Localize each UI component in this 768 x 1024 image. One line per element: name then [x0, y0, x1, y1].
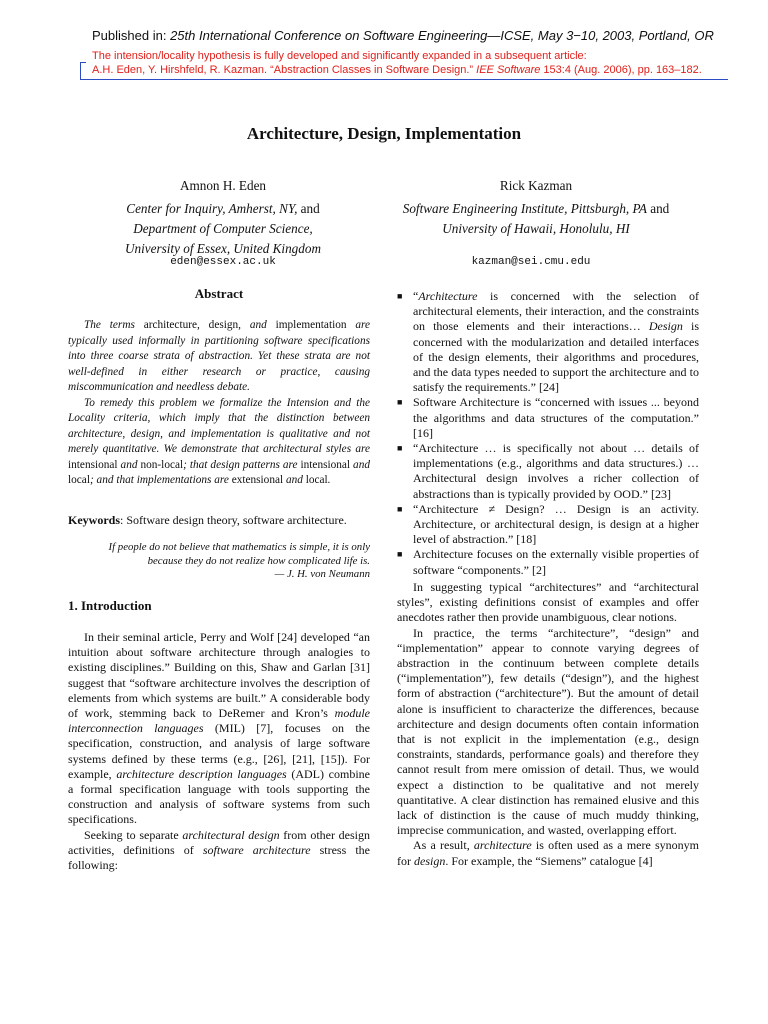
intro-paragraph-2: [68, 828, 370, 874]
text-run: (MIL) [7], focuses on the specification, construction, and analysis of large software systems defined by these terms (e.g., [26], [21], [15]). For example,: [68, 721, 370, 781]
affiliation-and: and: [646, 201, 670, 216]
abstract-paragraph-1: [68, 318, 370, 396]
author-name: Amnon H. Eden: [179, 178, 267, 193]
right-column-body: [397, 580, 699, 869]
term: local: [305, 474, 328, 486]
list-item: [397, 395, 699, 441]
abstract-heading: Abstract: [194, 286, 244, 301]
keywords-label: Keywords: [68, 513, 120, 527]
abstract-body: [68, 318, 370, 489]
list-item: [397, 441, 699, 502]
right-paragraph-1: In suggesting typical “architectures” and “architectural styles”, existing definitions consist of examples and offer anecdotes rather then provide unambiguous, clear notions.: [397, 580, 699, 625]
text-run: and: [283, 474, 306, 486]
text-run: To remedy this problem we formalize the Intension and the Locality criteria, which imply that the distinction between architecture, design, and implementation is qualitative and not merely quantitative. We demonstrate that architectural styles are: [68, 396, 370, 455]
published-venue: 25th International Conference on Software Engineering—ICSE, May 3−10, 2003, Portland, OR: [170, 28, 714, 43]
text-run: is often used as a mere synonym for: [397, 838, 699, 868]
text-run: Architecture focuses on the externally visible properties of software “components.” [2]: [413, 547, 699, 577]
section-heading-introduction: 1. Introduction: [68, 598, 152, 613]
definitions-list: [397, 289, 699, 578]
bullet-icon: ■: [397, 503, 403, 514]
term: intensional: [300, 458, 351, 471]
list-item: [397, 289, 699, 395]
text-run: As a result,: [413, 838, 474, 853]
text-run: ; that design patterns are: [183, 458, 301, 471]
introduction-body: [68, 630, 370, 873]
term-adl: architecture description languages: [116, 766, 287, 781]
right-paragraph-3: [397, 838, 699, 868]
affiliation-1: Software Engineering Institute, Pittsburgh, PA: [402, 201, 647, 216]
notice-line-2[interactable]: [92, 64, 702, 76]
bullet-icon: ■: [397, 397, 403, 408]
term: Architecture: [418, 289, 478, 303]
term: architectural design: [182, 827, 280, 842]
link-box-bracket: [80, 62, 86, 80]
text-run: are typically used informally in partitioning software specifications into three coarse strata of abstraction. Yet these strata are not well-defined in either research or practice, causing miscommunication and needless debate.: [68, 319, 370, 393]
author-block-kazman: [371, 176, 701, 239]
abstract-paragraph-2: [68, 396, 370, 489]
text-run: stress the following:: [68, 842, 370, 873]
right-paragraph-2: In practice, the terms “architecture”, “design” and “implementation” appear to connote varying degrees of abstraction in the continuum between complete details (“implementation”), few details (“design”), and the highest form of abstraction (“architecture”). But the amount of detail alone is insufficient to characterize the differences, because architecture and design documents often contain information that is not explicit in the implementation (e.g., design constraints, standards, performance goals) and therefore they cannot result from mere omission of detail. Thus, we would expect a distinction to be qualitative and not merely quantitative. A clear distinction has remained elusive and this lack of distinction is the cause of much muddy thinking, imprecise communication, and wasted, overlapping effort.: [397, 625, 699, 838]
text-run: and: [249, 319, 267, 331]
term-mil: module interconnection languages: [68, 706, 370, 736]
link-box-underline: [86, 79, 728, 80]
keywords-text: : Software design theory, software architecture.: [120, 513, 347, 527]
notice-citation: A.H. Eden, Y. Hirshfeld, R. Kazman. “Abstraction Classes in Software Design.”: [92, 64, 477, 76]
term: intensional: [68, 458, 118, 471]
text-run: and: [350, 458, 370, 471]
paper-title: Architecture, Design, Implementation: [246, 124, 522, 143]
term: design: [414, 853, 446, 868]
text-run: [267, 319, 276, 331]
term: local: [68, 474, 90, 486]
epigraph-line: because they do not realize how complicated life is.: [147, 554, 370, 567]
term: software architecture: [202, 842, 311, 857]
list-item: [397, 502, 699, 548]
text-run: .: [327, 474, 331, 486]
term: Design: [648, 319, 683, 334]
text-run: is concerned with the selection of architectural elements, their interaction, and the constraints on those elements and their interactions…: [413, 289, 699, 334]
author-block-eden: [63, 176, 383, 259]
text-run: Seeking to separate: [84, 827, 183, 842]
text-run: is concerned with the modularization and detailed interfaces of the design elements, their algorithms and procedures, and the data types needed to support the architecture and to satisfy the requirements.” [24]: [413, 319, 699, 395]
author-email[interactable]: eden@essex.ac.uk: [170, 256, 276, 268]
text-run: ; and that implementations are: [89, 474, 232, 486]
bullet-icon: ■: [397, 549, 403, 560]
publication-line: [92, 28, 732, 43]
text-run: (ADL) combine a formal specification language with tools supporting the construction and analysis of software systems from such specifications.: [68, 766, 370, 827]
text-run: ,: [238, 319, 250, 331]
author-affiliation: [371, 199, 701, 219]
affiliation-1: Center for Inquiry, Amherst, NY,: [126, 201, 298, 216]
notice-line-1: The intension/locality hypothesis is fully developed and significantly expanded in a subsequent article:: [92, 50, 587, 62]
author-name: Rick Kazman: [499, 178, 573, 193]
text-run: . For example, the “Siemens” catalogue [4]: [445, 853, 653, 868]
epigraph: [100, 541, 370, 582]
revision-notice[interactable]: [80, 48, 728, 80]
text-run: Software Architecture is “concerned with issues ... beyond the algorithms and data structures of the computation.” [16]: [413, 395, 699, 440]
author-email[interactable]: kazman@sei.cmu.edu: [471, 256, 591, 268]
affiliation-and: and: [297, 201, 320, 216]
text-run: “: [413, 289, 419, 303]
text-run: The terms: [84, 319, 144, 331]
epigraph-attribution: — J. H. von Neumann: [274, 568, 370, 580]
term: architecture: [473, 838, 532, 853]
term-architecture: architecture: [143, 319, 198, 331]
term-design: design: [208, 319, 239, 331]
epigraph-line: If people do not believe that mathematics is simple, it is only: [108, 541, 370, 553]
affiliation-2: University of Hawaii, Honolulu, HI: [442, 221, 630, 236]
text-run: “Architecture ≠ Design? … Design is an activity. Architecture, or architectural design, is design at a higher level of abstraction.” [18]: [413, 501, 699, 547]
notice-pages: 153:4 (Aug. 2006), pp. 163–182.: [540, 64, 702, 76]
published-prefix: Published in:: [92, 28, 171, 43]
text-run: from other design activities, definitions of: [68, 827, 370, 857]
text-run: and: [117, 458, 141, 471]
text-run: In their seminal article, Perry and Wolf [24] developed “an intuition about software architecture through analogies to existing disciplines.” Building on this, Shaw and Garlan [31] suggest that “software architecture involves the description of elements from which systems are built.” A considerable body of work, stemming back to DeRemer and Kron’s: [68, 630, 370, 721]
term: extensional: [231, 474, 284, 486]
bullet-icon: ■: [397, 443, 403, 454]
affiliation-3: University of Essex, United Kingdom: [125, 241, 321, 256]
term: non-local: [140, 458, 184, 471]
affiliation-2: Department of Computer Science,: [133, 221, 313, 236]
keywords-line: [68, 513, 370, 528]
author-affiliation: [63, 199, 383, 219]
notice-journal: IEE Software: [476, 64, 541, 76]
list-item: [397, 547, 699, 577]
bullet-icon: ■: [397, 291, 403, 301]
text-run: “Architecture … is specifically not about … details of implementations (e.g., algorithms and data structures.) … Architectural design involves a richer collection of abstractions than is typically provided by OOD.” [23]: [413, 441, 699, 501]
intro-paragraph-1: [68, 630, 370, 828]
text-run: ,: [197, 319, 209, 331]
term-implementation: implementation: [275, 319, 347, 331]
